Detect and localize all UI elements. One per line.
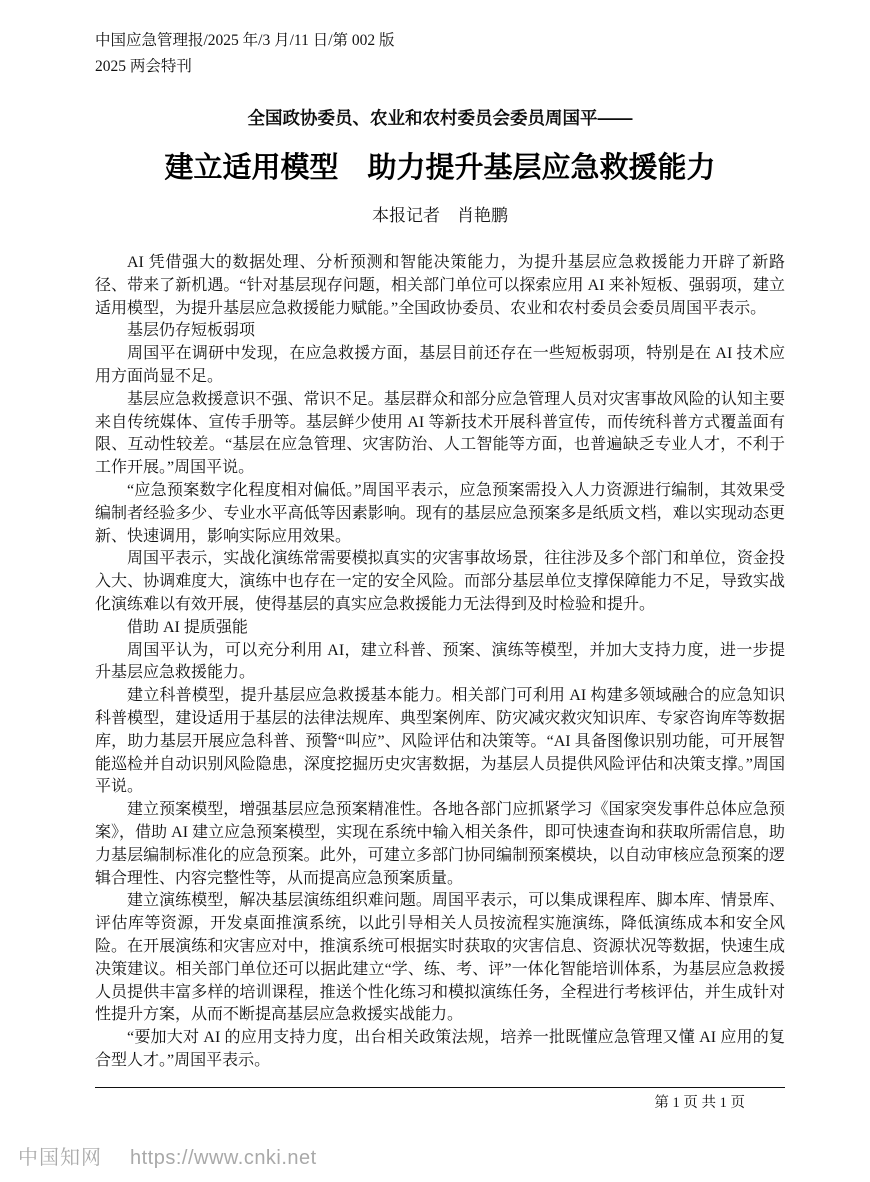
article-paragraph: 建立演练模型，解决基层演练组织难问题。周国平表示，可以集成课程库、脚本库、情景库、评估库等资源，开发桌面推演系统，以此引导相关人员按流程实施演练，降低演练成本和安全风险。在开展演练和灾害应对中，推演系统可根据实时获取的灾害信息、资源状况等数据，快速生成决策建议。相关部门单位还可以据此建立“学、练、考、评”一体化智能培训体系，为基层应急救援人员提供丰富多样的培训课程，推送个性化练习和模拟演练任务，全程进行考核评估，并生成针对性提升方案，从而不断提高基层应急救援实战能力。 (95, 892, 785, 1024)
article-paragraph: 基层仍存短板弱项 (127, 322, 256, 340)
cnki-watermark (18, 1141, 317, 1170)
footer-divider (95, 1087, 785, 1088)
article-kicker: 全国政协委员、农业和农村委员会委员周国平—— (247, 108, 633, 128)
article-paragraph: 周国平表示，实战化演练常需要模拟真实的灾害事故场景，往往涉及多个部门和单位，资金投入大、协调难度大，演练中也存在一定的安全风险。而部分基层单位支撑保障能力不足，导致实战化演练难以有效开展，使得基层的真实应急救援能力无法得到及时检验和提升。 (95, 550, 785, 613)
page-number: 第 1 页 共 1 页 (654, 1095, 745, 1111)
article-paragraph: 基层应急救援意识不强、常识不足。基层群众和部分应急管理人员对灾害事故风险的认知主要来自传统媒体、宣传手册等。基层鲜少使用 AI 等新技术开展科普宣传，而传统科普方式覆盖面有限、互动性较差。“基层在应急管理、灾害防治、人工智能等方面，也普遍缺乏专业人才，不利于工作开展。”周国平说。 (95, 390, 785, 477)
article-paragraph: 建立预案模型，增强基层应急预案精准性。各地各部门应抓紧学习《国家突发事件总体应急预案》，借助 AI 建立应急预案模型，实现在系统中输入相关条件，即可快速查询和获取所需信息，助力基层编制标准化的应急预案。此外，可建立多部门协同编制预案模块，以自动审核应急预案的逻辑合理性、内容完整性等，从而提高应急预案质量。 (95, 801, 785, 887)
article-paragraph: 周国平在调研中发现，在应急救援方面，基层目前还存在一些短板弱项，特别是在 AI 技术应用方面尚显不足。 (95, 345, 785, 385)
article-body (95, 252, 785, 1073)
cnki-site-url: https://www.cnki.net (130, 1147, 317, 1169)
article-paragraph: “要加大对 AI 的应用支持力度，出台相关政策法规，培养一批既懂应急管理又懂 AI 应用的复合型人才。”周国平表示。 (95, 1029, 785, 1069)
article-paragraph: AI 凭借强大的数据处理、分析预测和智能决策能力，为提升基层应急救援能力开辟了新路径、带来了新机遇。“针对基层现存问题，相关部门单位可以探索应用 AI 来补短板、强弱项，建立适用模型，为提升基层应急救援能力赋能。”全国政协委员、农业和农村委员会委员周国平表示。 (95, 254, 785, 317)
source-line: 中国应急管理报/2025 年/3 月/11 日/第 002 版 (95, 32, 395, 49)
article-paragraph: “应急预案数字化程度相对偏低。”周国平表示，应急预案需投入人力资源进行编制，其效果受编制者经验多少、专业水平高低等因素影响。现有的基层应急预案多是纸质文档，难以实现动态更新、快速调用，影响实际应用效果。 (95, 481, 785, 545)
article-paragraph: 建立科普模型，提升基层应急救援基本能力。相关部门可利用 AI 构建多领域融合的应急知识科普模型，建设适用于基层的法律法规库、典型案例库、防灾减灾救灾知识库、专家咨询库等数据库，助力基层开展应急科普、预警“叫应”、风险评估和决策等。“AI 具备图像识别功能，可开展智能巡检并自动识别风险隐患，深度挖掘历史灾害数据，为基层人员提供风险评估和决策支撑。”周国平说。 (95, 687, 785, 796)
document-header (95, 28, 785, 80)
article-byline: 本报记者 肖艳鹏 (372, 206, 508, 225)
article-paragraph: 周国平认为，可以充分利用 AI，建立科普、预案、演练等模型，并加大支持力度，进一步提升基层应急救援能力。 (95, 641, 785, 682)
article-title: 建立适用模型 助力提升基层应急救援能力 (164, 152, 716, 184)
cnki-site-name: 中国知网 (18, 1147, 102, 1169)
edition-line: 2025 两会特刊 (95, 58, 192, 75)
article-paragraph: 借助 AI 提质强能 (127, 618, 248, 636)
